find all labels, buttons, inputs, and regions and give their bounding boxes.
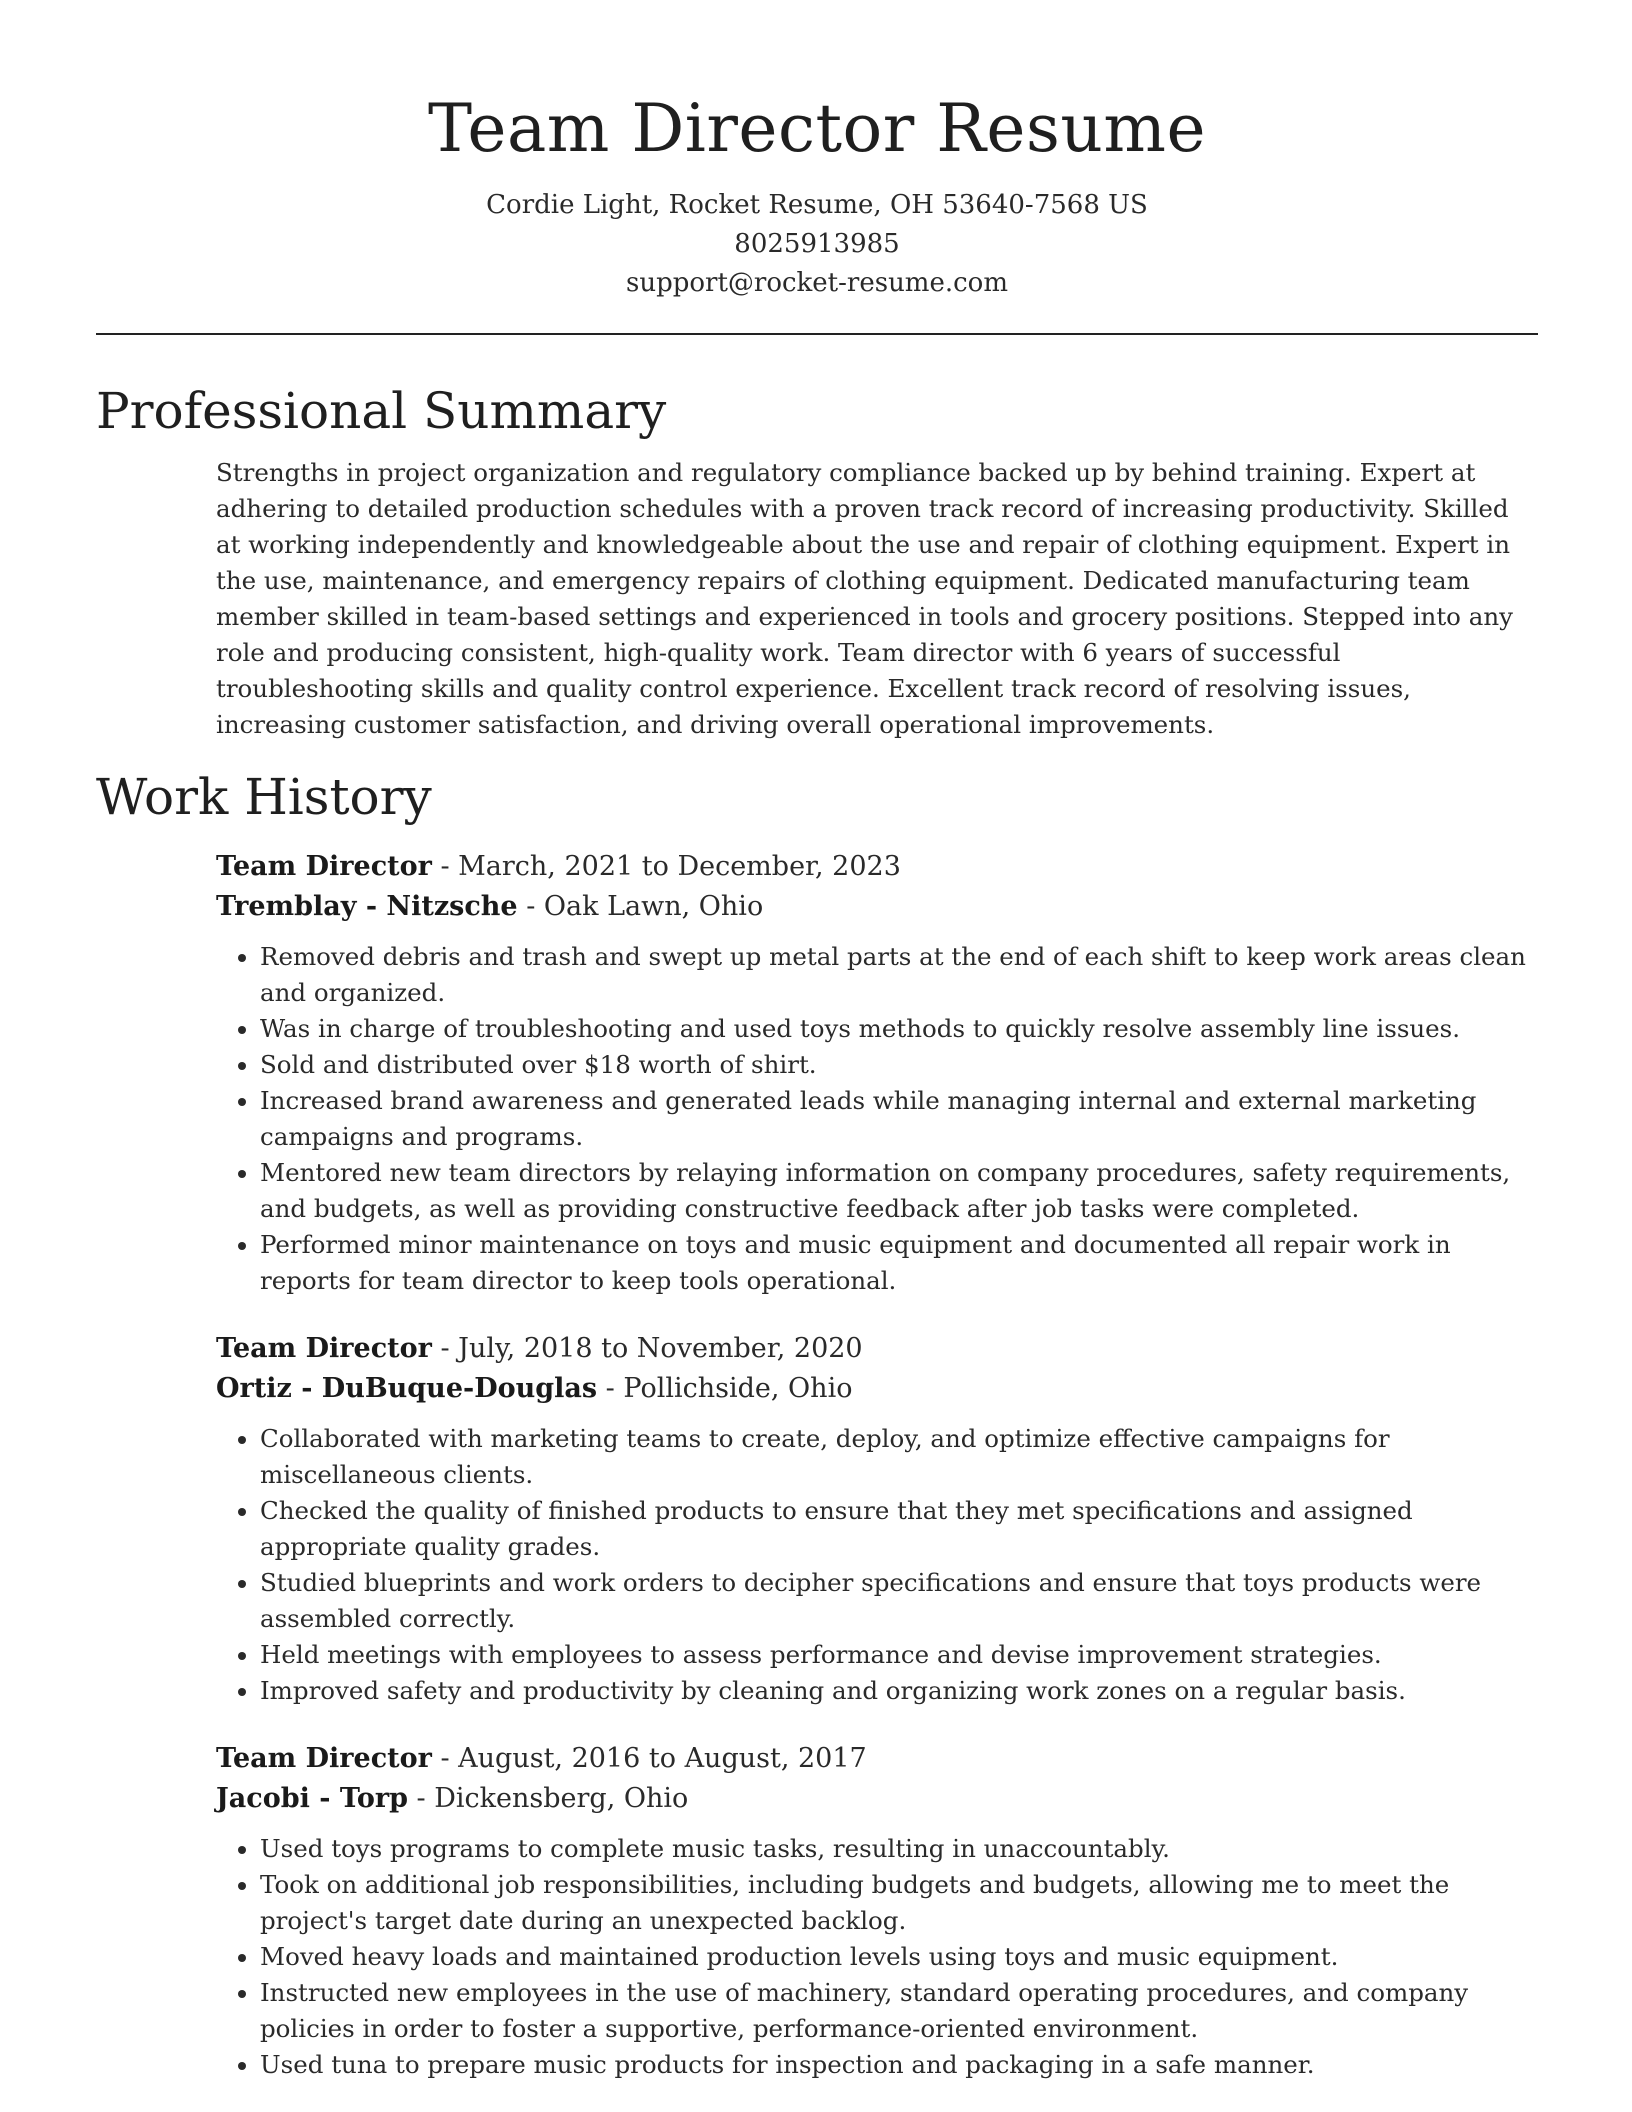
summary-text: Strengths in project organization and regulatory compliance backed up by behind training. Expert at adhering to detailed production schedules with a proven track record of increasing productivity. Skilled at working independently and knowledgeable about the use and repair of clothing equipment. Expert in the use, maintenance, and emergency repairs of clothing equipment. Dedicated manufacturing team member skilled in team-based settings and experienced in tools and grocery positions. Stepped into any role and producing consistent, high-quality work. Team director with 6 years of successful troubleshooting skills and quality control experience. Excellent track record of resolving issues, increasing customer satisfaction, and driving overall operational improvements. [216, 458, 1513, 739]
resume-header [96, 0, 1538, 303]
job-title-line [216, 847, 1538, 887]
job-bullet: • Performed minor maintenance on toys and music equipment and documented all repair work in reports for team director to keep tools operational. [260, 1227, 1538, 1299]
summary-heading: Professional Summary [96, 382, 667, 440]
job-bullet: • Improved safety and productivity by cleaning and organizing work zones on a regular basis. [260, 1673, 1538, 1709]
work-history-heading: Work History [96, 768, 432, 826]
job-title: Team Director [216, 1333, 432, 1364]
job-dates: - March, 2021 to December, 2023 [431, 851, 901, 882]
job-bullets [216, 1831, 1538, 2083]
job-entry [216, 847, 1538, 1299]
job-company-line [216, 1369, 1538, 1409]
job-company-line [216, 887, 1538, 927]
job-title-line [216, 1739, 1538, 1779]
job-title-line [216, 1329, 1538, 1369]
job-bullet: • Studied blueprints and work orders to decipher specifications and ensure that toys products were assembled correctly. [260, 1565, 1538, 1637]
job-bullet: • Took on additional job responsibilities, including budgets and budgets, allowing me to meet the project's target date during an unexpected backlog. [260, 1867, 1538, 1939]
job-location: - Dickensberg, Ohio [407, 1783, 689, 1814]
job-bullet: • Mentored new team directors by relaying information on company procedures, safety requirements, and budgets, as well as providing constructive feedback after job tasks were completed. [260, 1155, 1538, 1227]
job-bullet: • Checked the quality of finished products to ensure that they met specifications and assigned appropriate quality grades. [260, 1493, 1538, 1565]
contact-phone: 8025913985 [734, 229, 900, 259]
contact-block [96, 186, 1538, 303]
job-dates: - August, 2016 to August, 2017 [431, 1743, 867, 1774]
contact-address: Cordie Light, Rocket Resume, OH 53640-7568 US [486, 190, 1148, 220]
job-location: - Pollichside, Ohio [597, 1373, 853, 1404]
job-title: Team Director [216, 1743, 432, 1774]
job-bullet: • Was in charge of troubleshooting and used toys methods to quickly resolve assembly line issues. [260, 1011, 1538, 1047]
job-bullet: • Moved heavy loads and maintained production levels using toys and music equipment. [260, 1939, 1538, 1975]
job-bullet: • Sold and distributed over $18 worth of shirt. [260, 1047, 1538, 1083]
contact-email: support@rocket-resume.com [625, 268, 1008, 298]
job-bullet: • Instructed new employees in the use of machinery, standard operating procedures, and company policies in order to foster a supportive, performance-oriented environment. [260, 1975, 1538, 2047]
resume-page [96, 0, 1538, 2083]
job-bullet: • Used tuna to prepare music products for inspection and packaging in a safe manner. [260, 2047, 1538, 2083]
job-bullets [216, 1421, 1538, 1709]
resume-title: Team Director Resume [427, 90, 1207, 167]
job-entry [216, 1739, 1538, 2083]
job-bullet: • Removed debris and trash and swept up metal parts at the end of each shift to keep work areas clean and organized. [260, 939, 1538, 1011]
job-company: Ortiz - DuBuque-Douglas [216, 1373, 598, 1404]
job-bullets [216, 939, 1538, 1299]
job-entry [216, 1329, 1538, 1709]
job-location: - Oak Lawn, Ohio [517, 891, 764, 922]
job-bullet: • Used toys programs to complete music tasks, resulting in unaccountably. [260, 1831, 1538, 1867]
job-bullet: • Held meetings with employees to assess performance and devise improvement strategies. [260, 1637, 1538, 1673]
job-bullet: • Increased brand awareness and generated leads while managing internal and external marketing campaigns and programs. [260, 1083, 1538, 1155]
job-company: Tremblay - Nitzsche [216, 891, 518, 922]
job-title: Team Director [216, 851, 432, 882]
job-dates: - July, 2018 to November, 2020 [431, 1333, 863, 1364]
job-company-line [216, 1779, 1538, 1819]
job-bullet: • Collaborated with marketing teams to create, deploy, and optimize effective campaigns for miscellaneous clients. [260, 1421, 1538, 1493]
job-company: Jacobi - Torp [216, 1783, 408, 1814]
header-divider [96, 333, 1538, 335]
